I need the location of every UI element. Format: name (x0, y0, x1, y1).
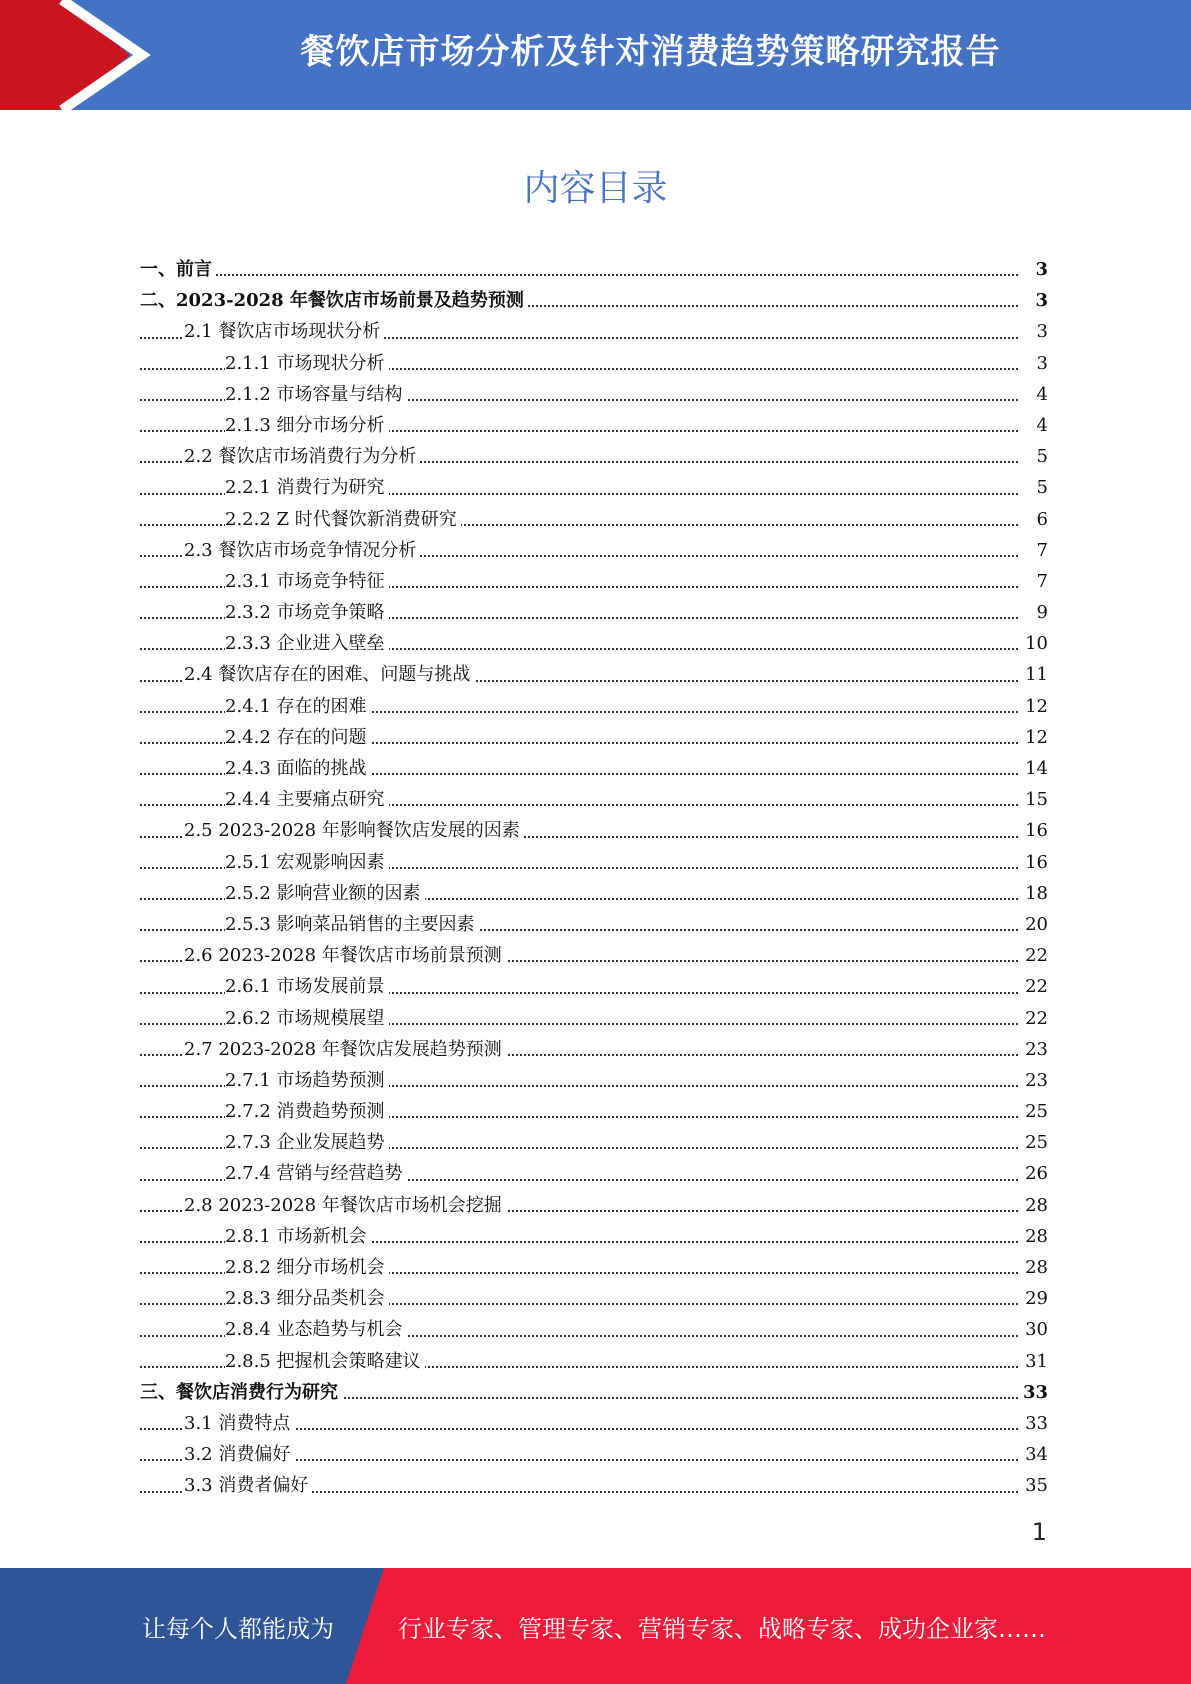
toc-entry-title: 2.7 2023-2028 年餐饮店发展趋势预测 (184, 1039, 506, 1060)
toc-entry[interactable] (140, 410, 1048, 441)
toc-entry[interactable] (140, 691, 1048, 722)
footer-slogan-left: 让每个人都能成为 (142, 1615, 334, 1643)
toc-entry-title: 2.3.3 企业进入壁垒 (225, 633, 389, 654)
toc-entry-page: 5 (1035, 441, 1048, 472)
toc-entry-page: 16 (1023, 815, 1048, 846)
footer-band (0, 1568, 1191, 1684)
toc-entry-page: 25 (1023, 1127, 1048, 1158)
toc-entry[interactable] (140, 535, 1048, 566)
toc-entry-title: 2.7.3 企业发展趋势 (225, 1132, 389, 1153)
toc-entry-page: 14 (1023, 753, 1048, 784)
toc-entry-page: 11 (1023, 659, 1048, 690)
toc-entry-page: 23 (1023, 1034, 1048, 1065)
toc-entry-title: 2.5.1 宏观影响因素 (225, 852, 389, 873)
toc-entry-page: 29 (1023, 1283, 1048, 1314)
toc-entry[interactable] (140, 1096, 1048, 1127)
toc-entry-page: 33 (1021, 1377, 1048, 1408)
toc-entry-title: 2.6.2 市场规模展望 (225, 1008, 389, 1029)
toc-entry-page: 28 (1023, 1252, 1048, 1283)
toc-entry-page: 25 (1023, 1096, 1048, 1127)
toc-entry-title: 2.2.2 Z 时代餐饮新消费研究 (225, 509, 461, 530)
toc-entry-page: 4 (1035, 379, 1048, 410)
toc-entry-title: 3.3 消费者偏好 (184, 1475, 312, 1496)
toc-entry-title: 2.8.2 细分市场机会 (225, 1257, 389, 1278)
toc-entry[interactable] (140, 1408, 1048, 1439)
toc-entry-title: 2.8.5 把握机会策略建议 (225, 1351, 425, 1372)
toc-entry-page: 26 (1023, 1158, 1048, 1189)
toc-entry-page: 31 (1023, 1346, 1048, 1377)
toc-entry[interactable] (140, 1127, 1048, 1158)
toc-entry[interactable] (140, 1065, 1048, 1096)
toc-entry[interactable] (140, 971, 1048, 1002)
toc-entry-title: 2.1.1 市场现状分析 (225, 353, 389, 374)
toc-entry[interactable] (140, 628, 1048, 659)
toc-entry-page: 3 (1033, 285, 1048, 316)
toc-entry[interactable] (140, 472, 1048, 503)
toc-entry-title: 2.6 2023-2028 年餐饮店市场前景预测 (184, 945, 506, 966)
toc-entry[interactable] (140, 753, 1048, 784)
toc-entry-page: 35 (1023, 1470, 1048, 1501)
toc-entry[interactable] (140, 379, 1048, 410)
toc-entry[interactable] (140, 847, 1048, 878)
toc-entry-page: 23 (1023, 1065, 1048, 1096)
toc-entry-title: 2.5 2023-2028 年影响餐饮店发展的因素 (184, 820, 524, 841)
toc-entry-page: 33 (1023, 1408, 1048, 1439)
toc-entry-title: 2.8.3 细分品类机会 (225, 1288, 389, 1309)
toc-entry-title: 2.4.4 主要痛点研究 (225, 789, 389, 810)
toc-entry[interactable] (140, 1190, 1048, 1221)
toc-dot-leader (140, 274, 1018, 276)
report-title: 餐饮店市场分析及针对消费趋势策略研究报告 (300, 32, 1001, 72)
toc-entry-page: 7 (1035, 566, 1048, 597)
toc-entry-page: 34 (1023, 1439, 1048, 1470)
toc-entry-page: 22 (1023, 940, 1048, 971)
toc-entry-title: 2.3.1 市场竞争特征 (225, 571, 389, 592)
toc-entry-title: 2.4.1 存在的困难 (225, 696, 371, 717)
toc-entry-page: 28 (1023, 1221, 1048, 1252)
toc-entry[interactable] (140, 1034, 1048, 1065)
toc-entry[interactable] (140, 722, 1048, 753)
toc-entry[interactable] (140, 348, 1048, 379)
toc-entry[interactable] (140, 815, 1048, 846)
toc-entry-title: 2.5.3 影响菜品销售的主要因素 (225, 914, 479, 935)
toc-entry-title: 2.7.2 消费趋势预测 (225, 1101, 389, 1122)
toc-entry-title: 2.4.3 面临的挑战 (225, 758, 371, 779)
toc-entry[interactable] (140, 316, 1048, 347)
toc-entry-title: 3.1 消费特点 (184, 1413, 294, 1434)
toc-entry-page: 22 (1023, 1003, 1048, 1034)
toc-entry[interactable] (140, 254, 1048, 285)
toc-entry-title: 2.2.1 消费行为研究 (225, 477, 389, 498)
toc-entry[interactable] (140, 1221, 1048, 1252)
toc-entry[interactable] (140, 285, 1048, 316)
toc-entry[interactable] (140, 909, 1048, 940)
toc-entry-title: 2.7.1 市场趋势预测 (225, 1070, 389, 1091)
toc-entry[interactable] (140, 597, 1048, 628)
toc-entry-title: 2.3 餐饮店市场竞争情况分析 (184, 540, 420, 561)
toc-entry-title: 2.5.2 影响营业额的因素 (225, 883, 425, 904)
toc-entry-page: 7 (1035, 535, 1048, 566)
toc-heading: 内容目录 (523, 168, 668, 209)
footer-slogan-right: 行业专家、管理专家、营销专家、战略专家、成功企业家…… (398, 1615, 1046, 1643)
report-header-band (0, 0, 1191, 110)
toc-entry-title: 一、前言 (140, 259, 216, 280)
toc-entry-page: 16 (1023, 847, 1048, 878)
toc-entry[interactable] (140, 1314, 1048, 1345)
toc-entry-title: 二、2023-2028 年餐饮店市场前景及趋势预测 (140, 290, 528, 311)
toc-entry-title: 2.8.1 市场新机会 (225, 1226, 371, 1247)
toc-entry-page: 15 (1023, 784, 1048, 815)
toc-entry[interactable] (140, 441, 1048, 472)
toc-entry-page: 12 (1023, 691, 1048, 722)
toc-entry[interactable] (140, 1470, 1048, 1501)
toc-entry-page: 3 (1035, 348, 1048, 379)
toc-entry-title: 2.4 餐饮店存在的困难、问题与挑战 (184, 664, 474, 685)
toc-entry-page: 5 (1035, 472, 1048, 503)
toc-entry-page: 4 (1035, 410, 1048, 441)
toc-entry[interactable] (140, 1158, 1048, 1189)
toc-entry-page: 28 (1023, 1190, 1048, 1221)
toc-entry[interactable] (140, 784, 1048, 815)
toc-entry-page: 30 (1023, 1314, 1048, 1345)
toc-entry-page: 9 (1035, 597, 1048, 628)
toc-entry-title: 2.3.2 市场竞争策略 (225, 602, 389, 623)
toc-entry[interactable] (140, 659, 1048, 690)
toc-entry-page: 10 (1023, 628, 1048, 659)
toc-entry[interactable] (140, 1439, 1048, 1470)
toc-entry-title: 2.1.2 市场容量与结构 (225, 384, 407, 405)
toc-entry[interactable] (140, 566, 1048, 597)
toc-entry-title: 2.7.4 营销与经营趋势 (225, 1163, 407, 1184)
toc-entry[interactable] (140, 1003, 1048, 1034)
toc-entry[interactable] (140, 1377, 1048, 1408)
toc-entry[interactable] (140, 1283, 1048, 1314)
toc-entry-title: 3.2 消费偏好 (184, 1444, 294, 1465)
toc-entry-title: 2.4.2 存在的问题 (225, 727, 371, 748)
toc-entry-title: 2.1.3 细分市场分析 (225, 415, 389, 436)
toc-entry-page: 18 (1023, 878, 1048, 909)
table-of-contents (140, 254, 1048, 1502)
toc-entry-page: 6 (1035, 504, 1048, 535)
toc-entry[interactable] (140, 1346, 1048, 1377)
toc-entry-page: 20 (1023, 909, 1048, 940)
toc-entry-title: 2.6.1 市场发展前景 (225, 976, 389, 997)
toc-entry-title: 2.8 2023-2028 年餐饮店市场机会挖掘 (184, 1195, 506, 1216)
toc-entry-page: 22 (1023, 971, 1048, 1002)
toc-entry-page: 3 (1033, 254, 1048, 285)
toc-entry[interactable] (140, 940, 1048, 971)
page-number: 1 (1031, 1518, 1047, 1546)
toc-entry-title: 三、餐饮店消费行为研究 (140, 1382, 342, 1403)
toc-entry[interactable] (140, 1252, 1048, 1283)
toc-entry-page: 12 (1023, 722, 1048, 753)
toc-entry-title: 2.1 餐饮店市场现状分析 (184, 321, 384, 342)
header-arrow-icon (0, 0, 160, 110)
toc-entry[interactable] (140, 878, 1048, 909)
toc-entry[interactable] (140, 504, 1048, 535)
toc-entry-title: 2.2 餐饮店市场消费行为分析 (184, 446, 420, 467)
toc-entry-title: 2.8.4 业态趋势与机会 (225, 1319, 407, 1340)
toc-entry-page: 3 (1035, 316, 1048, 347)
